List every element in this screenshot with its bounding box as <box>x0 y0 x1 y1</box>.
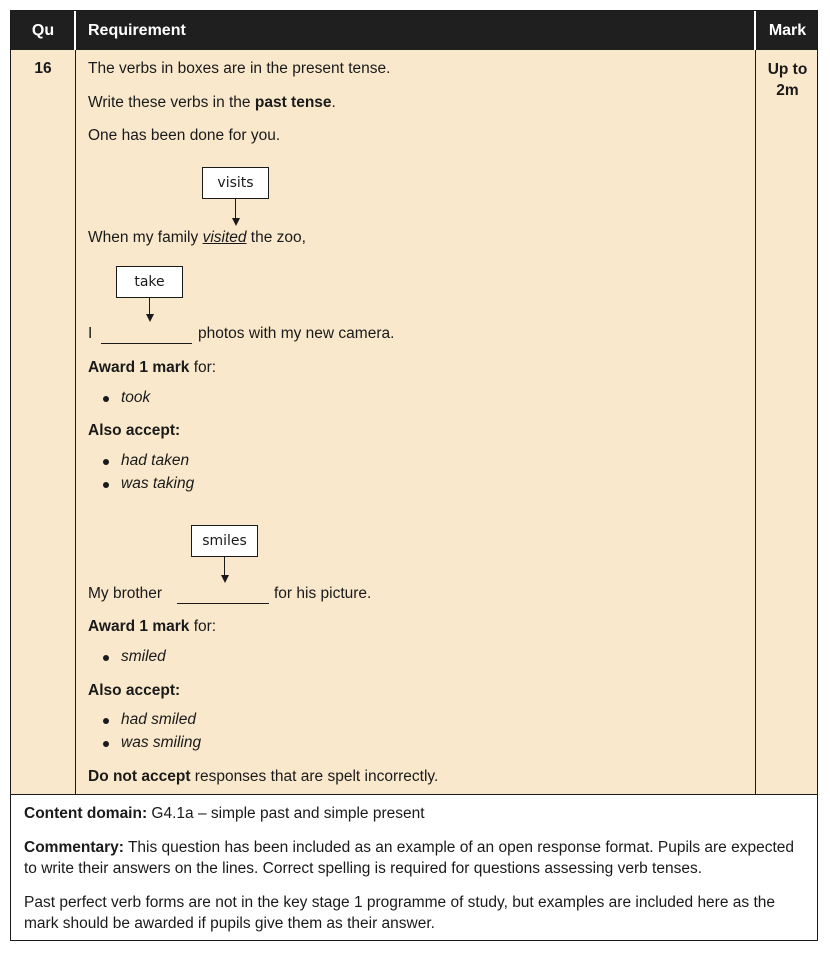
instruction-2-text: Write these verbs in the <box>88 94 255 111</box>
instruction-1: The verbs in boxes are in the present tense. <box>88 60 391 77</box>
verb-box-take: take <box>116 266 183 298</box>
award-line-2 <box>88 618 216 636</box>
also-answer: had smiled <box>121 711 196 728</box>
bullet-icon <box>103 718 109 724</box>
column-divider <box>755 50 756 794</box>
header-requirement: Requirement <box>88 22 186 39</box>
commentary <box>24 837 809 879</box>
header-qu: Qu <box>31 22 55 39</box>
header-divider <box>74 11 76 50</box>
mark-line-1: Up to <box>767 61 808 78</box>
award-bold: Award 1 mark <box>88 618 190 635</box>
also-answer: was smiling <box>121 734 202 751</box>
award-rest: for: <box>189 359 217 376</box>
verb-box-smiles: smiles <box>191 525 258 557</box>
bullet-icon <box>103 741 109 747</box>
item1-after: photos with my new camera. <box>198 325 395 342</box>
arrow-down-icon <box>232 218 240 226</box>
also-answer: was taking <box>121 475 195 492</box>
bullet-icon <box>103 459 109 465</box>
reject-rest: responses that are spelt incorrectly. <box>190 768 439 785</box>
content-domain-label: Content domain: <box>24 805 148 822</box>
bullet-icon <box>103 482 109 488</box>
commentary-text: This question has been included as an example of an open response format. Pupils are expected to write their answers on the lines. Correct spelling is required for questions assessing verb tenses. <box>24 839 795 877</box>
verb-box-example: visits <box>202 167 269 199</box>
item2-after: for his picture. <box>274 585 372 602</box>
example-after: the zoo, <box>246 229 306 246</box>
content-domain <box>24 803 809 824</box>
arrow-down-icon <box>221 575 229 583</box>
mark-scheme-table <box>10 10 818 941</box>
answer-line-1 <box>101 343 192 344</box>
arrow-down-icon <box>146 314 154 322</box>
instruction-2 <box>88 94 336 112</box>
answer-line-2 <box>177 603 269 604</box>
column-divider <box>75 50 76 794</box>
item2-before: My brother <box>88 585 163 602</box>
bullet-icon <box>103 655 109 661</box>
arrow-line <box>235 199 236 219</box>
question-row <box>11 50 817 795</box>
instruction-2-bold: past tense <box>254 94 332 111</box>
mark-value <box>756 59 819 101</box>
example-before: When my family <box>88 229 203 246</box>
instruction-3: One has been done for you. <box>88 127 281 144</box>
reject-bold: Do not accept <box>88 768 191 785</box>
answer-smiled: smiled <box>121 648 166 665</box>
item1-before: I <box>88 325 93 342</box>
also-accept-2: Also accept: <box>88 682 181 699</box>
arrow-line <box>224 557 225 576</box>
content-domain-text: G4.1a – simple past and simple present <box>147 805 425 822</box>
mark-line-2: 2m <box>776 82 799 99</box>
example-answer: visited <box>202 229 247 246</box>
arrow-line <box>149 298 150 315</box>
also-answer: had taken <box>121 452 190 469</box>
table-header <box>11 11 817 50</box>
answer-took: took <box>121 389 151 406</box>
example-sentence <box>88 229 306 247</box>
award-rest: for: <box>189 618 217 635</box>
commentary-label: Commentary: <box>24 839 124 856</box>
instruction-2-end: . <box>331 94 336 111</box>
header-mark: Mark <box>768 22 807 39</box>
award-bold: Award 1 mark <box>88 359 190 376</box>
footnote: Past perfect verb forms are not in the key stage 1 programme of study, but examples are included here as the mark should be awarded if pupils give them as their answer. <box>24 894 775 932</box>
also-accept-1: Also accept: <box>88 422 181 439</box>
do-not-accept <box>88 768 438 786</box>
bullet-icon <box>103 396 109 402</box>
award-line-1 <box>88 359 216 377</box>
question-number: 16 <box>34 60 52 77</box>
